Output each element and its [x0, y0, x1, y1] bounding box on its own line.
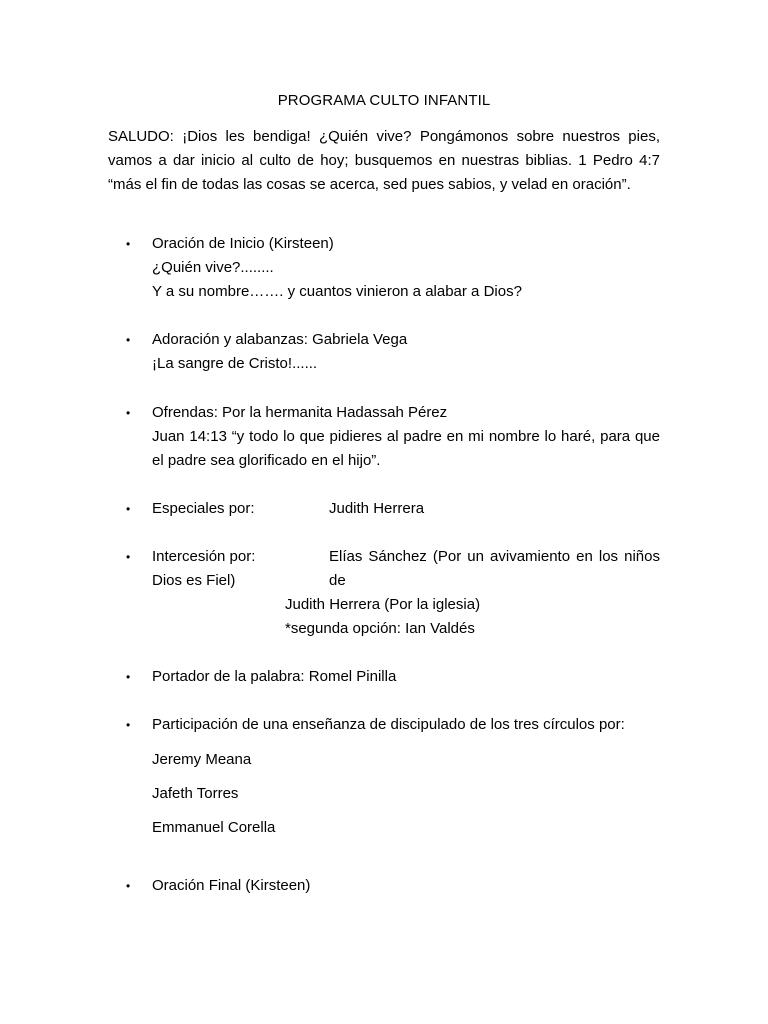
bullet-icon: •	[126, 550, 131, 564]
list-item-intercesion	[108, 545, 660, 641]
bullet-icon: •	[126, 502, 131, 516]
intercesion-value-text: Elías Sánchez (Por un avivamiento en los niños de	[329, 548, 660, 589]
intercesion-value	[329, 545, 660, 593]
adoracion-heading: Adoración y alabanzas: Gabriela Vega	[152, 331, 408, 348]
intercesion-line4: *segunda opción: Ian Valdés	[285, 620, 475, 637]
list-item-ofrendas	[108, 401, 660, 473]
portador-heading: Portador de la palabra: Romel Pinilla	[152, 668, 397, 685]
oracion-inicio-heading: Oración de Inicio (Kirsteen)	[152, 235, 334, 252]
list-item-portador	[108, 665, 660, 689]
intercesion-line3: Judith Herrera (Por la iglesia)	[285, 596, 481, 613]
participacion-heading: Participación de una enseñanza de discipulado de los tres círculos por:	[152, 716, 625, 733]
adoracion-line2: ¡La sangre de Cristo!......	[152, 355, 318, 372]
bullet-icon: •	[126, 406, 131, 420]
oracion-final-heading: Oración Final (Kirsteen)	[152, 877, 311, 894]
list-item-oracion-inicio	[108, 232, 660, 304]
saludo-paragraph: SALUDO: ¡Dios les bendiga! ¿Quién vive? Pongámonos sobre nuestros pies, vamos a dar inicio al culto de hoy; busquemos en nuestras biblias. 1 Pedro 4:7 “más el fin de todas las cosas se acerca, sed pues sabios, y velad en oración”.	[108, 128, 660, 193]
list-item-adoracion	[108, 328, 660, 376]
bullet-icon: •	[126, 237, 131, 251]
participante-name: Jafeth Torres	[152, 785, 239, 802]
list-item-participacion	[108, 713, 660, 737]
ofrendas-heading: Ofrendas: Por la hermanita Hadassah Pérez	[152, 404, 448, 421]
bullet-icon: •	[126, 718, 131, 732]
intercesion-continuation: Dios es Fiel)	[152, 572, 236, 589]
participante-name: Jeremy Meana	[152, 751, 252, 768]
list-item-especiales	[108, 497, 660, 521]
especiales-value: Judith Herrera	[329, 500, 425, 517]
bullet-icon: •	[126, 879, 131, 893]
intercesion-label: Intercesión por:	[152, 548, 256, 565]
list-item-oracion-final	[108, 874, 660, 898]
document-title: PROGRAMA CULTO INFANTIL	[277, 92, 491, 109]
oracion-inicio-line3: Y a su nombre……. y cuantos vinieron a alabar a Dios?	[152, 283, 522, 300]
bullet-icon: •	[126, 333, 131, 347]
especiales-label: Especiales por:	[152, 500, 255, 517]
participante-name: Emmanuel Corella	[152, 819, 276, 836]
oracion-inicio-line2: ¿Quién vive?........	[152, 259, 274, 276]
bullet-icon: •	[126, 670, 131, 684]
ofrendas-verse: Juan 14:13 “y todo lo que pidieres al padre en mi nombre lo haré, para que el padre sea glorificado en el hijo”.	[152, 428, 660, 469]
